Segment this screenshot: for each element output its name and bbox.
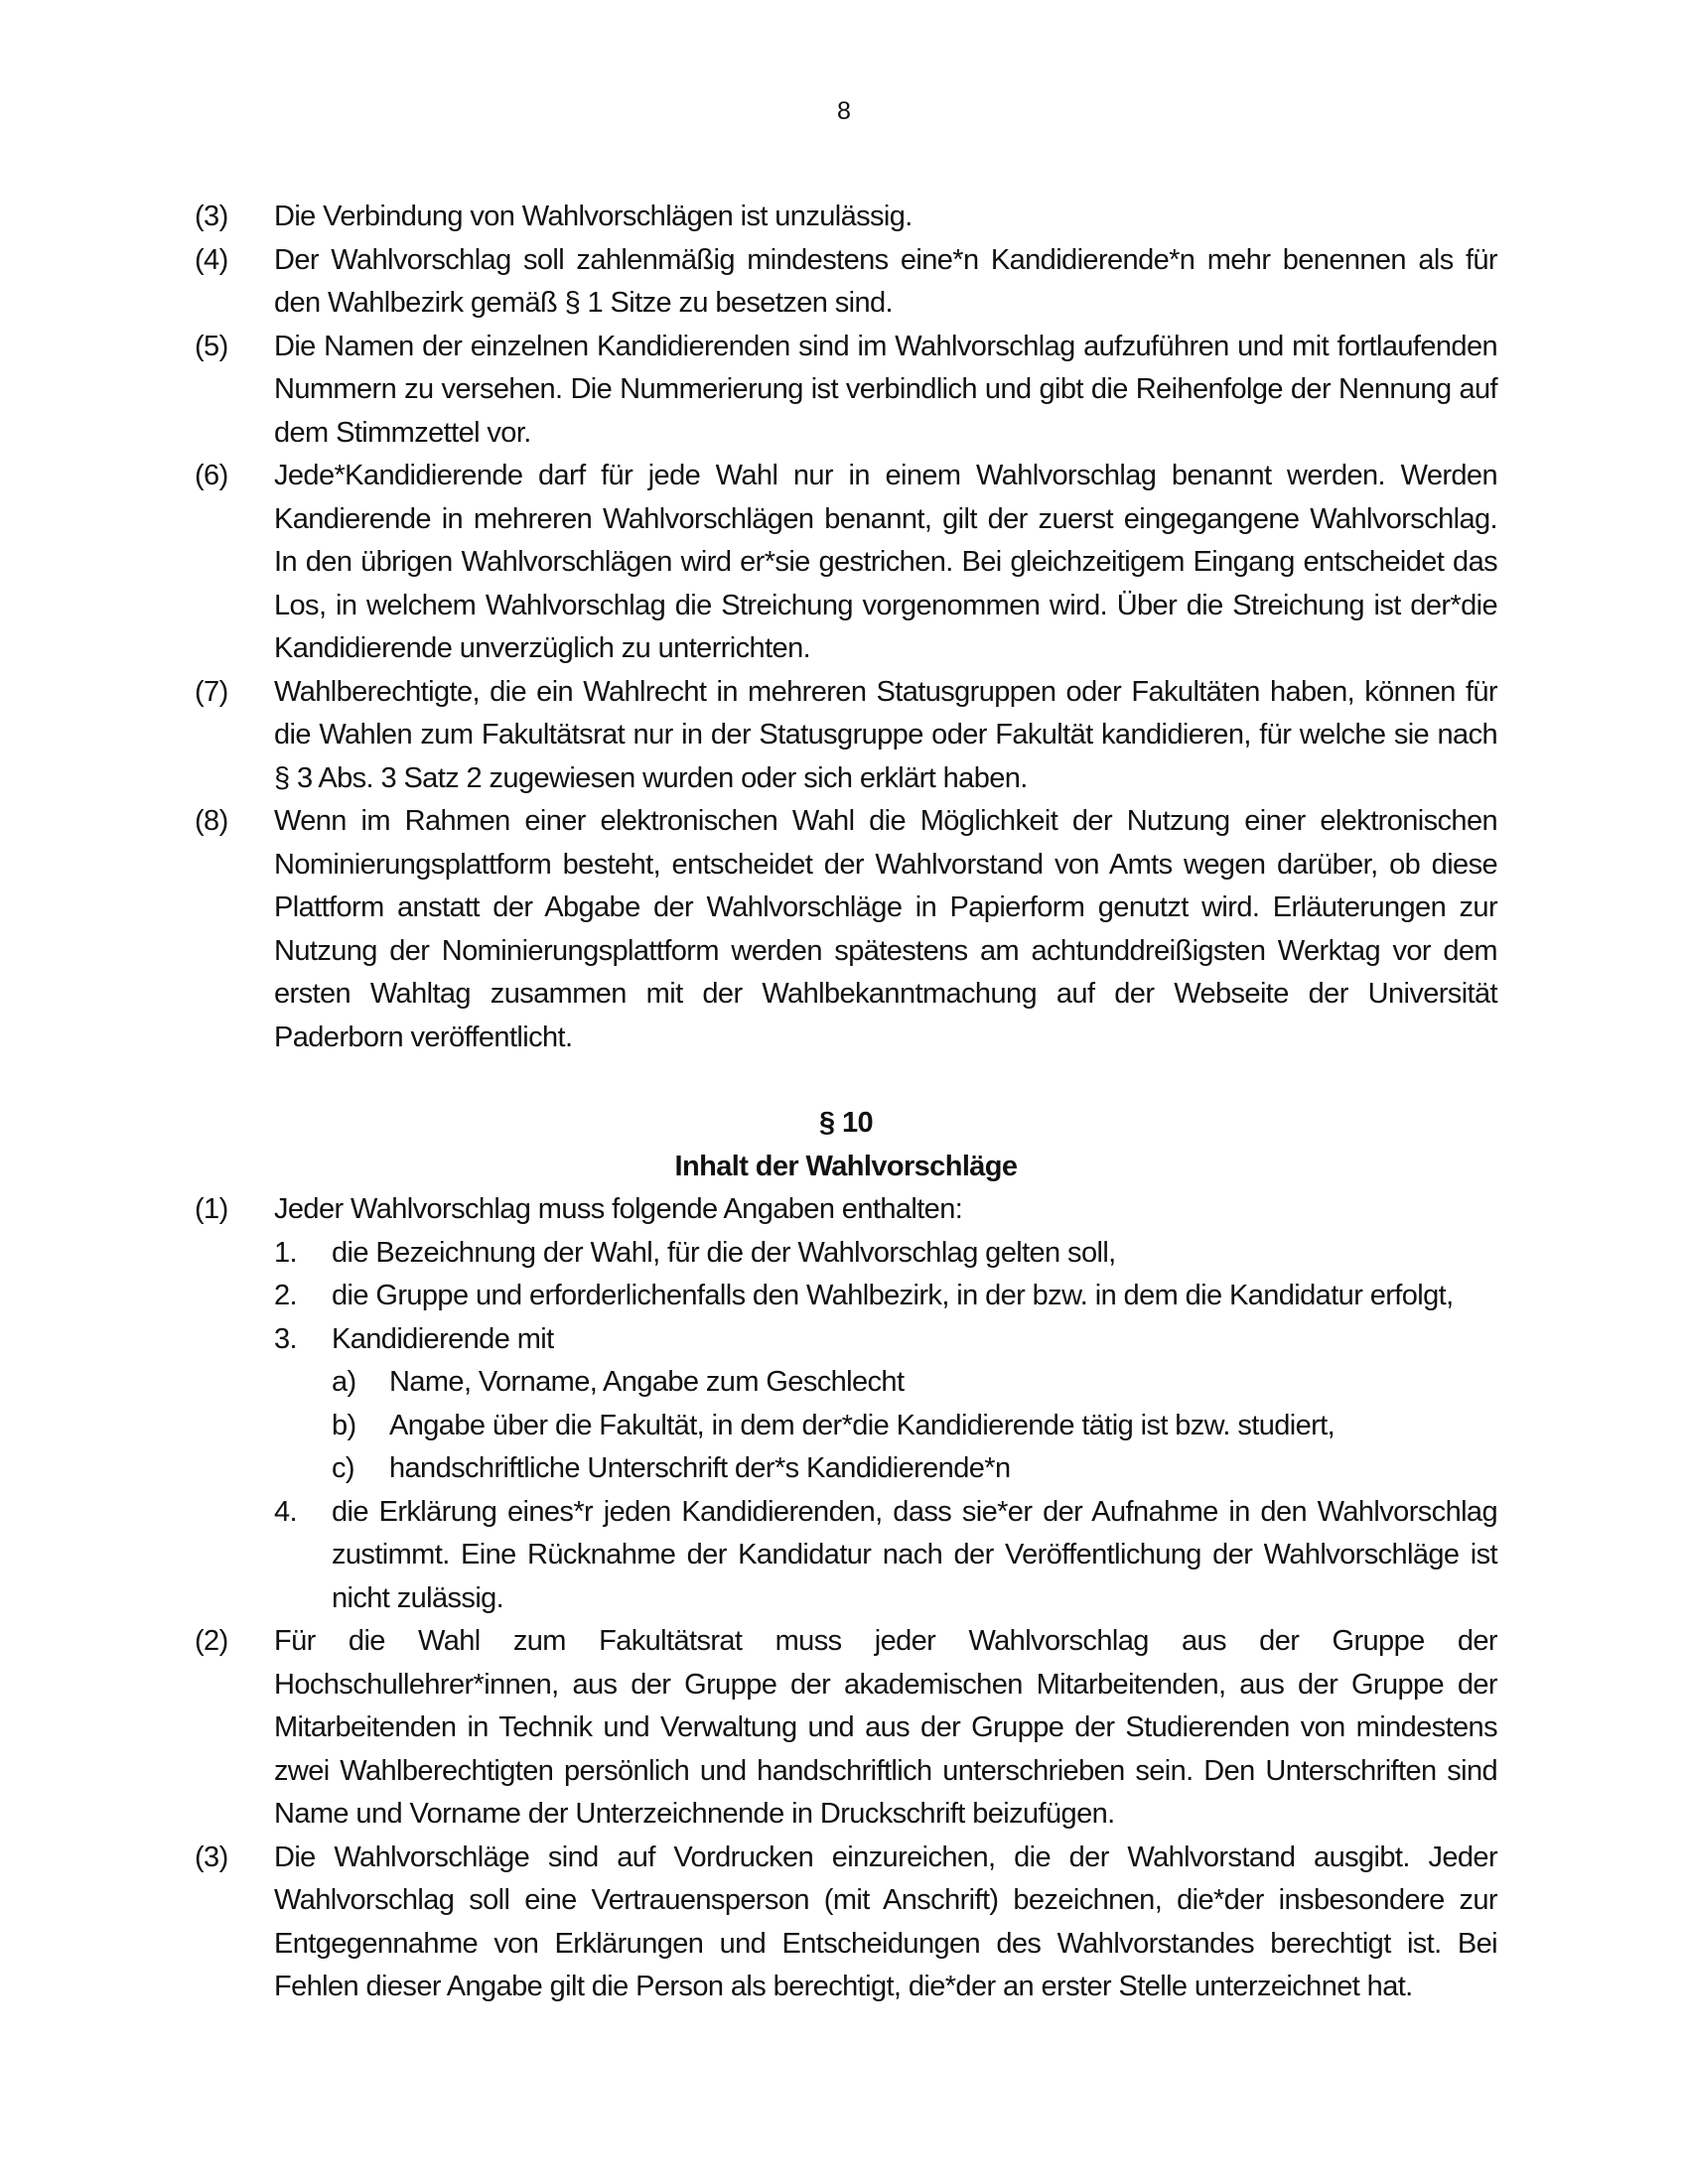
paragraph-7	[195, 671, 1497, 801]
sub-list-item	[332, 1361, 1497, 1405]
list-item	[274, 1318, 1497, 1362]
paragraph-8	[195, 800, 1497, 1059]
list-item-text: die Erklärung eines*r jeden Kandidierenden, dass sie*er der Aufnahme in den Wahlvorschlag zustimmt. Eine Rücknahme der Kandidatur nach der Veröffentlichung der Wahlvorschläge ist nicht zulässig.	[332, 1495, 1497, 1614]
paragraph-text: Für die Wahl zum Fakultätsrat muss jeder Wahlvorschlag aus der Gruppe der Hochschullehrer*innen, aus der Gruppe der akademischen Mitarbeitenden, aus der Gruppe der Mitarbeitenden in Technik und Verwaltung und aus der Gruppe der Studierenden von mindestens zwei Wahlberechtigten persönlich und handschriftlich unterschrieben sein. Den Unterschriften sind Name und Vorname der Unterzeichnende in Druckschrift beizufügen.	[274, 1625, 1497, 1830]
section-title: Inhalt der Wahlvorschläge	[674, 1150, 1018, 1182]
paragraph-number: (2)	[195, 1625, 228, 1657]
list-item-number: 4.	[274, 1495, 297, 1528]
paragraph-number: (5)	[195, 330, 228, 362]
sub-list-item	[332, 1447, 1497, 1491]
sub-list-item-text: Angabe über die Fakultät, in dem der*die Kandidierende tätig ist bzw. studiert,	[389, 1409, 1336, 1441]
section10-paragraph-3	[195, 1837, 1497, 2009]
list-item-text: die Bezeichnung der Wahl, für die der Wahlvorschlag gelten soll,	[332, 1236, 1116, 1269]
list-item	[274, 1491, 1497, 1621]
sub-list-item-text: Name, Vorname, Angabe zum Geschlecht	[389, 1366, 905, 1398]
paragraph-number: (7)	[195, 675, 228, 708]
paragraph-text: Die Namen der einzelnen Kandidierenden sind im Wahlvorschlag aufzuführen und mit fortlaufenden Nummern zu versehen. Die Nummerierung ist verbindlich und gibt die Reihenfolge der Nennung auf dem Stimmzettel vor.	[274, 330, 1497, 449]
sub-list-item-letter: a)	[332, 1366, 356, 1398]
sub-list-item-letter: c)	[332, 1452, 354, 1484]
paragraph-text: Wenn im Rahmen einer elektronischen Wahl die Möglichkeit der Nutzung einer elektronischen Nominierungsplattform besteht, entscheidet der Wahlvorstand von Amts wegen darüber, ob diese Plattform anstatt der Abgabe der Wahlvorschläge in Papierform genutzt wird. Erläuterungen zur Nutzung der Nominierungsplattform werden spätestens am achtunddreißigsten Werktag vor dem ersten Wahltag zusammen mit der Wahlbekanntmachung auf der Webseite der Universität Paderborn veröffentlicht.	[274, 805, 1497, 1053]
section-number: § 10	[818, 1107, 874, 1139]
paragraph-number: (6)	[195, 460, 228, 491]
paragraph-number: (3)	[195, 201, 228, 232]
list-item-number: 3.	[274, 1322, 297, 1355]
list-item-number: 2.	[274, 1280, 297, 1311]
list-item-text: Kandidierende mit	[332, 1322, 554, 1355]
paragraph-number: (3)	[195, 1841, 228, 1873]
page-number: 8	[837, 97, 851, 125]
sub-list-item-text: handschriftliche Unterschrift der*s Kandidierende*n	[389, 1452, 1011, 1484]
paragraph-5	[195, 326, 1497, 456]
paragraph-4	[195, 239, 1497, 326]
paragraph-3	[195, 196, 1497, 239]
section10-paragraph-1	[195, 1188, 1497, 1620]
paragraph-text: Die Wahlvorschläge sind auf Vordrucken einzureichen, die der Wahlvorstand ausgibt. Jeder Wahlvorschlag soll eine Vertrauensperson (mit Anschrift) bezeichnen, die*der insbesondere zur Entgegennahme von Erklärungen und Entscheidungen des Wahlvorstandes berechtigt ist. Bei Fehlen dieser Angabe gilt die Person als berechtigt, die*der an erster Stelle unterzeichnet hat.	[274, 1841, 1497, 2002]
paragraph-number: (4)	[195, 243, 228, 276]
paragraph-text: Jede*Kandidierende darf für jede Wahl nur in einem Wahlvorschlag benannt werden. Werden Kandierende in mehreren Wahlvorschlägen benannt, gilt der zuerst eingegangene Wahlvorschlag. In den übrigen Wahlvorschlägen wird er*sie gestrichen. Bei gleichzeitigem Eingang entscheidet das Los, in welchem Wahlvorschlag die Streichung vorgenommen wird. Über die Streichung ist der*die Kandidierende unverzüglich zu unterrichten.	[274, 460, 1497, 664]
lettered-list	[332, 1361, 1497, 1491]
list-item	[274, 1275, 1497, 1318]
paragraph-text: Wahlberechtigte, die ein Wahlrecht in mehreren Statusgruppen oder Fakultäten haben, können für die Wahlen zum Fakultätsrat nur in der Statusgruppe oder Fakultät kandidieren, für welche sie nach § 3 Abs. 3 Satz 2 zugewiesen wurden oder sich erklärt haben.	[274, 675, 1497, 794]
sub-list-item-letter: b)	[332, 1409, 356, 1441]
document-body	[195, 196, 1497, 2009]
paragraph-text: Die Verbindung von Wahlvorschlägen ist unzulässig.	[274, 201, 913, 232]
numbered-list	[274, 1232, 1497, 1621]
paragraph-6	[195, 455, 1497, 671]
list-item	[274, 1232, 1497, 1276]
list-item-text: die Gruppe und erforderlichenfalls den Wahlbezirk, in der bzw. in dem die Kandidatur erfolgt,	[332, 1280, 1454, 1311]
section10-paragraph-2	[195, 1620, 1497, 1837]
sub-list-item	[332, 1405, 1497, 1448]
paragraph-intro: Jeder Wahlvorschlag muss folgende Angaben enthalten:	[274, 1193, 963, 1225]
paragraph-body	[274, 1188, 1497, 1620]
paragraph-number: (1)	[195, 1193, 228, 1225]
paragraph-number: (8)	[195, 805, 228, 837]
list-item-number: 1.	[274, 1236, 297, 1269]
paragraph-text: Der Wahlvorschlag soll zahlenmäßig mindestens eine*n Kandidierende*n mehr benennen als für den Wahlbezirk gemäß § 1 Sitze zu besetzen sind.	[274, 243, 1497, 319]
